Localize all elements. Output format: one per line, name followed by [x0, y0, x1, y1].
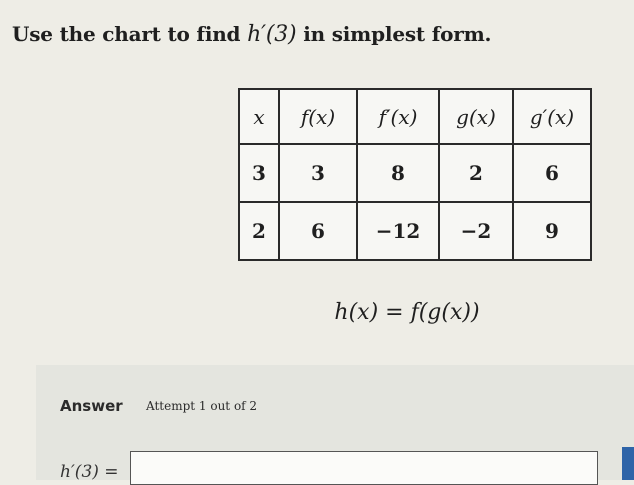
question-prefix: Use the chart to find: [12, 22, 248, 46]
answer-title: Answer: [60, 397, 123, 415]
table-header-f: f(x): [279, 89, 357, 144]
composition-equation: h(x) = f(g(x)): [334, 300, 480, 325]
submit-button[interactable]: [622, 447, 634, 480]
table-cell: 3: [279, 144, 357, 202]
question-math-var: h′: [247, 22, 266, 47]
table-header-g: g(x): [439, 89, 513, 144]
table-header-f-prime: f′(x): [357, 89, 439, 144]
table-cell: −12: [357, 202, 439, 260]
function-values-table: [238, 88, 592, 261]
table-row: [239, 202, 591, 260]
question-suffix: in simplest form.: [296, 22, 492, 46]
table-cell: −2: [439, 202, 513, 260]
attempt-counter: Attempt 1 out of 2: [146, 399, 258, 413]
table-cell: 6: [513, 144, 591, 202]
table-header-g-prime: g′(x): [513, 89, 591, 144]
question-math-arg: (3): [265, 22, 297, 47]
question-text: [12, 22, 491, 47]
table-cell: 8: [357, 144, 439, 202]
table-cell: 9: [513, 202, 591, 260]
table-row: [239, 144, 591, 202]
table-cell: 2: [239, 202, 279, 260]
table-cell: 6: [279, 202, 357, 260]
table-cell: 2: [439, 144, 513, 202]
table-header-row: [239, 89, 591, 144]
answer-label: h′(3) =: [60, 462, 119, 482]
table-header-x: x: [239, 89, 279, 144]
table-cell: 3: [239, 144, 279, 202]
